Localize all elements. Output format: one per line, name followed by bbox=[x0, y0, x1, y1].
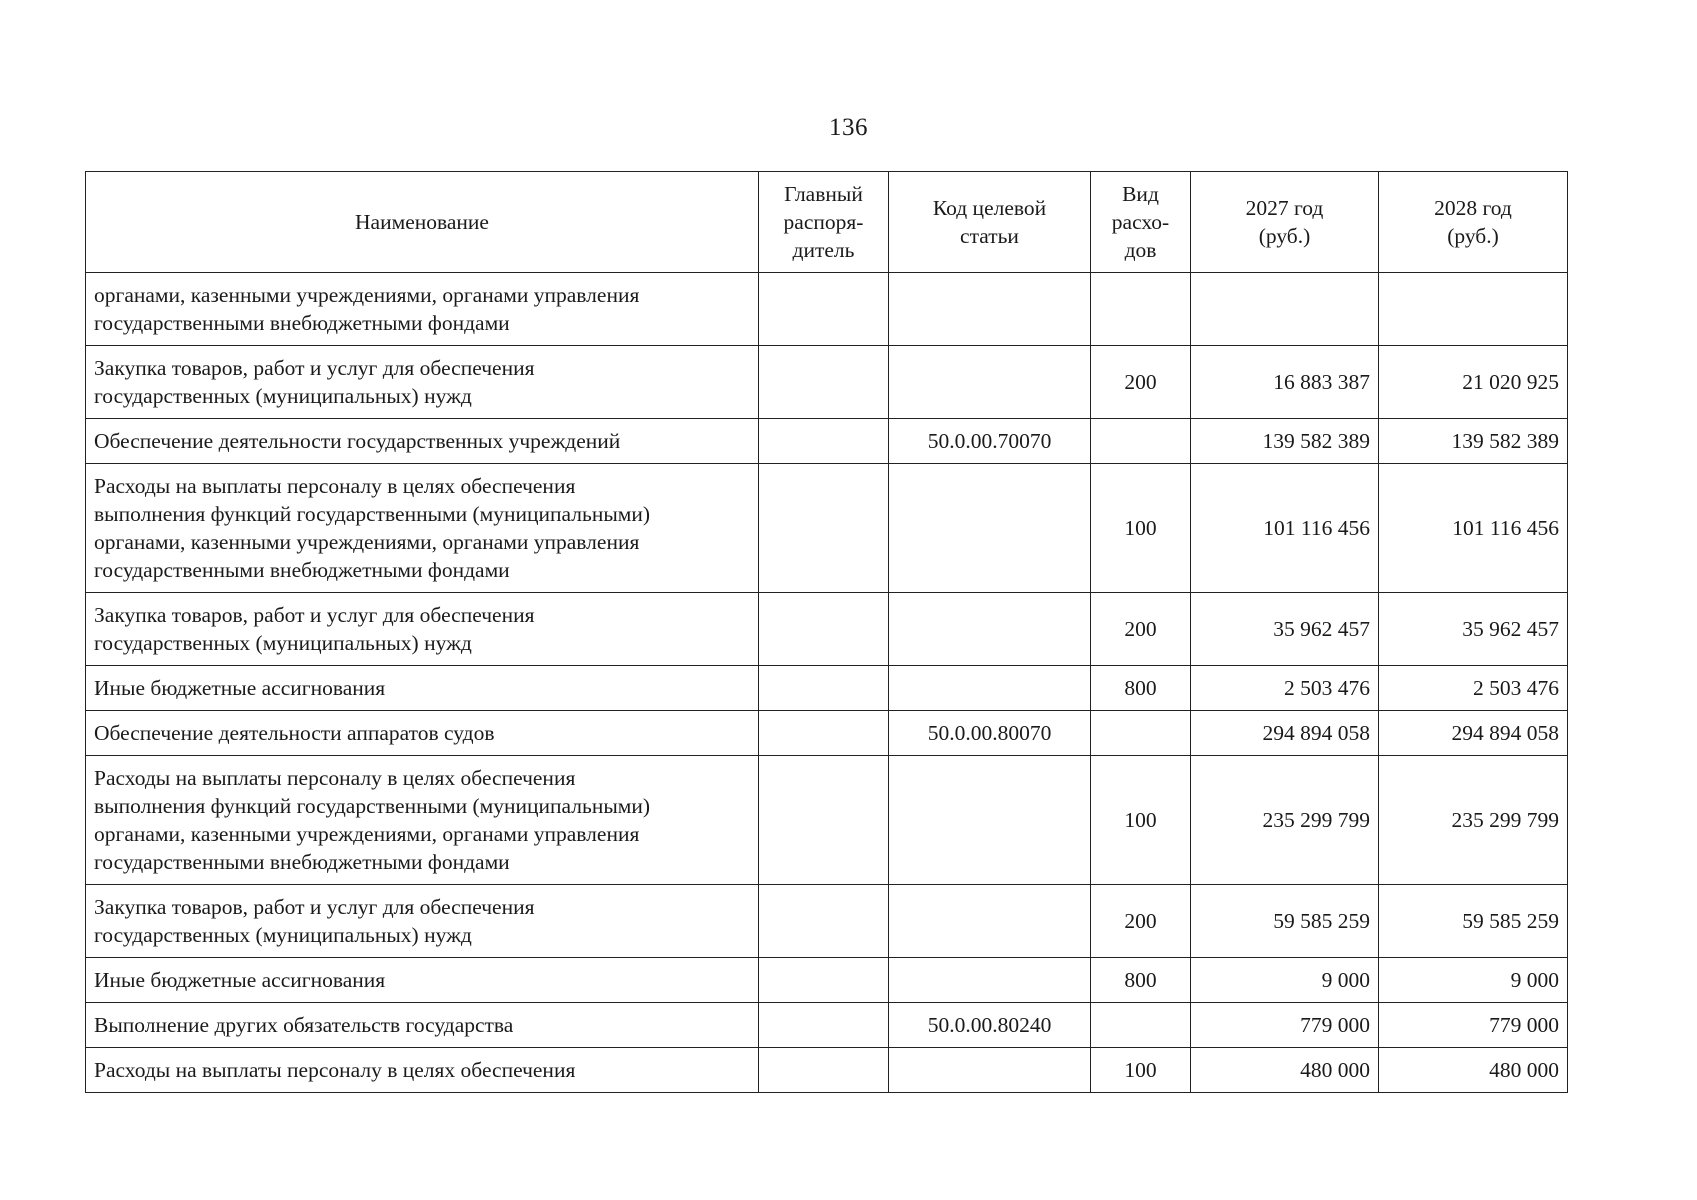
row-code bbox=[889, 666, 1091, 711]
row-vid: 100 bbox=[1091, 464, 1191, 593]
row-name: Выполнение других обязательств государства bbox=[86, 1003, 759, 1048]
row-vid: 200 bbox=[1091, 885, 1191, 958]
row-year2: 480 000 bbox=[1379, 1048, 1568, 1093]
row-vid: 100 bbox=[1091, 756, 1191, 885]
row-grbs bbox=[759, 711, 889, 756]
row-code bbox=[889, 756, 1091, 885]
row-year1: 235 299 799 bbox=[1191, 756, 1379, 885]
row-grbs bbox=[759, 346, 889, 419]
row-year1: 2 503 476 bbox=[1191, 666, 1379, 711]
row-grbs bbox=[759, 1048, 889, 1093]
table-row bbox=[86, 464, 1568, 593]
row-year2: 139 582 389 bbox=[1379, 419, 1568, 464]
header-year2: 2028 год (руб.) bbox=[1379, 172, 1568, 273]
row-year2: 101 116 456 bbox=[1379, 464, 1568, 593]
row-name: органами, казенными учреждениями, органами управления государственными внебюджетными фондами bbox=[86, 273, 759, 346]
row-grbs bbox=[759, 885, 889, 958]
row-year2: 294 894 058 bbox=[1379, 711, 1568, 756]
row-grbs bbox=[759, 666, 889, 711]
table-row bbox=[86, 346, 1568, 419]
row-grbs bbox=[759, 756, 889, 885]
row-name: Обеспечение деятельности аппаратов судов bbox=[86, 711, 759, 756]
row-name: Расходы на выплаты персоналу в целях обеспечения выполнения функций государственными (муниципальными) органами, казенными учреждениями, органами управления государственными внебюджетными фондами bbox=[86, 464, 759, 593]
row-year1: 139 582 389 bbox=[1191, 419, 1379, 464]
row-vid: 800 bbox=[1091, 958, 1191, 1003]
row-vid: 800 bbox=[1091, 666, 1191, 711]
row-year1: 480 000 bbox=[1191, 1048, 1379, 1093]
row-grbs bbox=[759, 593, 889, 666]
row-grbs bbox=[759, 464, 889, 593]
row-name: Закупка товаров, работ и услуг для обеспечения государственных (муниципальных) нужд bbox=[86, 593, 759, 666]
row-name: Закупка товаров, работ и услуг для обеспечения государственных (муниципальных) нужд bbox=[86, 346, 759, 419]
table-row bbox=[86, 593, 1568, 666]
row-vid: 200 bbox=[1091, 346, 1191, 419]
row-name: Закупка товаров, работ и услуг для обеспечения государственных (муниципальных) нужд bbox=[86, 885, 759, 958]
table-row bbox=[86, 885, 1568, 958]
page-number: 136 bbox=[829, 114, 868, 141]
table-row bbox=[86, 273, 1568, 346]
row-year1: 101 116 456 bbox=[1191, 464, 1379, 593]
row-code bbox=[889, 593, 1091, 666]
row-code: 50.0.00.70070 bbox=[889, 419, 1091, 464]
row-code: 50.0.00.80070 bbox=[889, 711, 1091, 756]
table-header-row bbox=[86, 172, 1568, 273]
row-year1: 59 585 259 bbox=[1191, 885, 1379, 958]
table-row bbox=[86, 1048, 1568, 1093]
table-row bbox=[86, 1003, 1568, 1048]
row-vid: 200 bbox=[1091, 593, 1191, 666]
row-vid bbox=[1091, 419, 1191, 464]
row-grbs bbox=[759, 273, 889, 346]
row-name: Обеспечение деятельности государственных учреждений bbox=[86, 419, 759, 464]
row-code bbox=[889, 273, 1091, 346]
budget-table bbox=[85, 171, 1568, 1093]
row-year1: 294 894 058 bbox=[1191, 711, 1379, 756]
header-code: Код целевой статьи bbox=[889, 172, 1091, 273]
row-vid: 100 bbox=[1091, 1048, 1191, 1093]
row-vid bbox=[1091, 711, 1191, 756]
header-grbs: Главный распоря- дитель bbox=[759, 172, 889, 273]
row-year1: 779 000 bbox=[1191, 1003, 1379, 1048]
row-name: Расходы на выплаты персоналу в целях обеспечения bbox=[86, 1048, 759, 1093]
table-row bbox=[86, 711, 1568, 756]
row-grbs bbox=[759, 1003, 889, 1048]
row-year2: 59 585 259 bbox=[1379, 885, 1568, 958]
row-code bbox=[889, 346, 1091, 419]
table-row bbox=[86, 958, 1568, 1003]
row-year2: 2 503 476 bbox=[1379, 666, 1568, 711]
row-name: Иные бюджетные ассигнования bbox=[86, 958, 759, 1003]
table-row bbox=[86, 419, 1568, 464]
row-year1 bbox=[1191, 273, 1379, 346]
header-vid: Вид расхо- дов bbox=[1091, 172, 1191, 273]
row-code bbox=[889, 464, 1091, 593]
row-name: Иные бюджетные ассигнования bbox=[86, 666, 759, 711]
header-name: Наименование bbox=[86, 172, 759, 273]
row-year2: 235 299 799 bbox=[1379, 756, 1568, 885]
row-vid bbox=[1091, 273, 1191, 346]
row-grbs bbox=[759, 419, 889, 464]
row-name: Расходы на выплаты персоналу в целях обеспечения выполнения функций государственными (муниципальными) органами, казенными учреждениями, органами управления государственными внебюджетными фондами bbox=[86, 756, 759, 885]
table-row bbox=[86, 756, 1568, 885]
row-year2: 9 000 bbox=[1379, 958, 1568, 1003]
row-year1: 9 000 bbox=[1191, 958, 1379, 1003]
row-year2: 35 962 457 bbox=[1379, 593, 1568, 666]
row-code bbox=[889, 1048, 1091, 1093]
row-code bbox=[889, 885, 1091, 958]
row-year2 bbox=[1379, 273, 1568, 346]
row-vid bbox=[1091, 1003, 1191, 1048]
row-year1: 35 962 457 bbox=[1191, 593, 1379, 666]
row-year2: 779 000 bbox=[1379, 1003, 1568, 1048]
table-row bbox=[86, 666, 1568, 711]
row-year2: 21 020 925 bbox=[1379, 346, 1568, 419]
header-year1: 2027 год (руб.) bbox=[1191, 172, 1379, 273]
row-code bbox=[889, 958, 1091, 1003]
row-year1: 16 883 387 bbox=[1191, 346, 1379, 419]
row-code: 50.0.00.80240 bbox=[889, 1003, 1091, 1048]
row-grbs bbox=[759, 958, 889, 1003]
